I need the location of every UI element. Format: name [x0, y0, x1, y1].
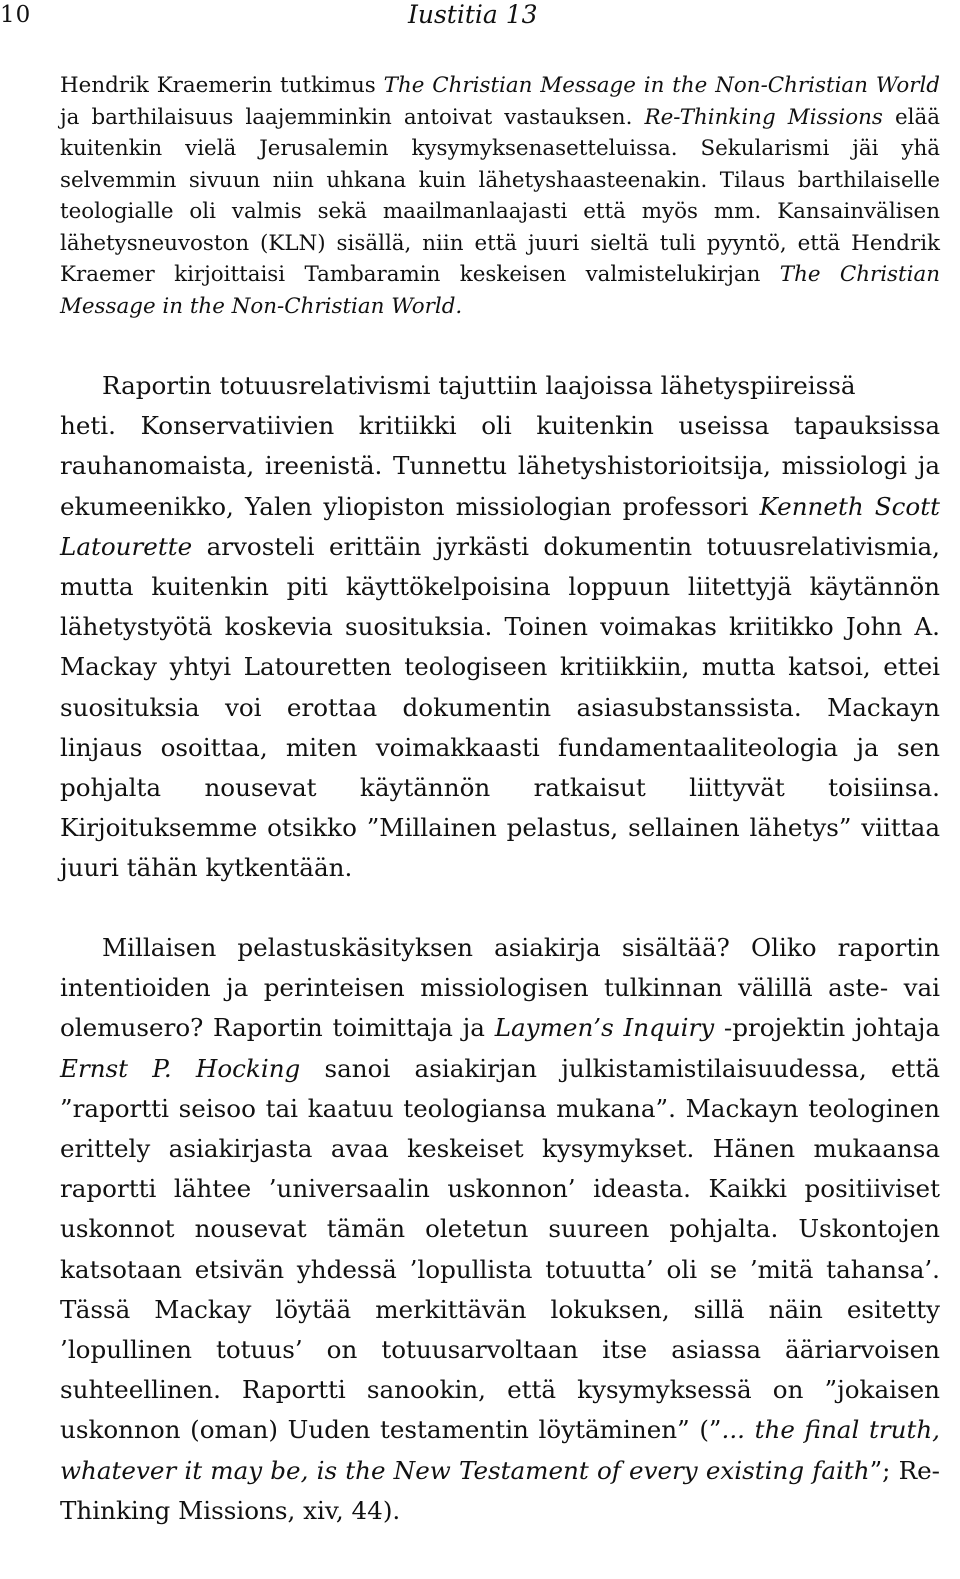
text-run: Millaisen pelastuskäsityksen asiakirja sisältää? Oliko raportin intentioiden ja perinteisen missiologisen tulkinnan välillä aste- vai olemusero? Raportin toimittaja ja: [60, 933, 940, 1043]
text-run: sanoi asiakirjan julkistamistilaisuudessa, että ”raportti seisoo tai kaatuu teologiansa mukana”. Mackayn teologinen erittely asiakirjasta avaa keskeiset kysymykset. Hänen mukaansa raportti lähtee ’universaalin uskonnon’ ideasta. Kaikki positiiviset uskonnot nousevat tämän oletetun suureen pohjalta. Uskontojen katsotaan etsivän yhdessä ’lopullista totuutta’ oli se ’mitä tahansa’. Tässä Mackay löytää merkittävän lokuksen, sillä näin esitetty ’lopullinen totuus’ on totuusarvoltaan itse asiassa ääriarvoisen suhteellinen. Raportti sanookin, että kysymyksessä on ”jokaisen uskonnon (oman) Uuden testamentin löytäminen” (”: [60, 1053, 940, 1445]
paragraph-1: [60, 70, 940, 322]
text-run: arvosteli erittäin jyrkästi dokumentin totuusrelativismia, mutta kuitenkin piti käyttökelpoisina loppuun liitettyjä käytännön lähetystyötä koskevia suosituksia. Toinen voimakas kriitikko John A. Mackay yhtyi Latouretten teologiseen kritiikkiin, mutta katsoi, ettei suosituksia voi erottaa dokumentin asiasubstanssista. Mackayn linjaus osoittaa, miten voimakkaasti fundamentaaliteologia ja sen pohjalta nousevat käytännön ratkaisut liittyvät toisiinsa. Kirjoituksemme otsikko ”Millainen pelastus, sellainen lähetys” viittaa juuri tähän kytkentään.: [60, 531, 940, 883]
text-run: Raportin totuusrelativismi tajuttiin laajoissa lähetyspiireissä: [102, 371, 856, 400]
text-run: ”; Re-Thinking Missions, xiv, 44).: [60, 1455, 940, 1525]
book-title: Re-Thinking Missions: [644, 104, 883, 130]
paragraph-3: [60, 928, 940, 1531]
person-name: Ernst P. Hocking: [60, 1053, 301, 1083]
quotation: ... the final truth, whatever it may be, is the New Testament of every existing faith: [60, 1415, 940, 1485]
text-run: heti. Konservatiivien kritiikki oli kuitenkin useissa tapauksissa rauhanomaista, ireenistä. Tunnettu lähetyshistorioitsija, missiologi ja ekumeenikko, Yalen yliopiston missiologian professori: [60, 411, 940, 521]
paragraph-2: [60, 366, 940, 889]
page-number: 10: [0, 2, 32, 28]
text-run: Hendrik Kraemerin tutkimus: [60, 73, 384, 98]
book-title: The Christian Message in the Non-Christian World.: [60, 262, 940, 319]
person-name: Kenneth Scott Latourette: [60, 491, 940, 561]
text-run: elää kuitenkin vielä Jerusalemin kysymyksenasetteluissa. Sekularismi jäi yhä selvemmin sivuun niin uhkana kuin lähetyshaasteenakin. Tilaus barthilaiselle teologialle oli valmis sekä maailmanlaajasti että myös mm. Kansainvälisen lähetysneuvoston (KLN) sisällä, niin että juuri sieltä tuli pyyntö, että Hendrik Kraemer kirjoittaisi Tambaramin keskeisen valmistelukirjan: [60, 104, 941, 287]
running-head: Iustitia 13: [408, 0, 538, 29]
project-name: Laymen’s Inquiry: [494, 1013, 715, 1043]
text-run: ja barthilaisuus laajemminkin antoivat vastauksen.: [60, 104, 645, 130]
book-title: The Christian Message in the Non-Christian World: [383, 73, 940, 98]
text-run: -projektin johtaja: [714, 1013, 941, 1043]
